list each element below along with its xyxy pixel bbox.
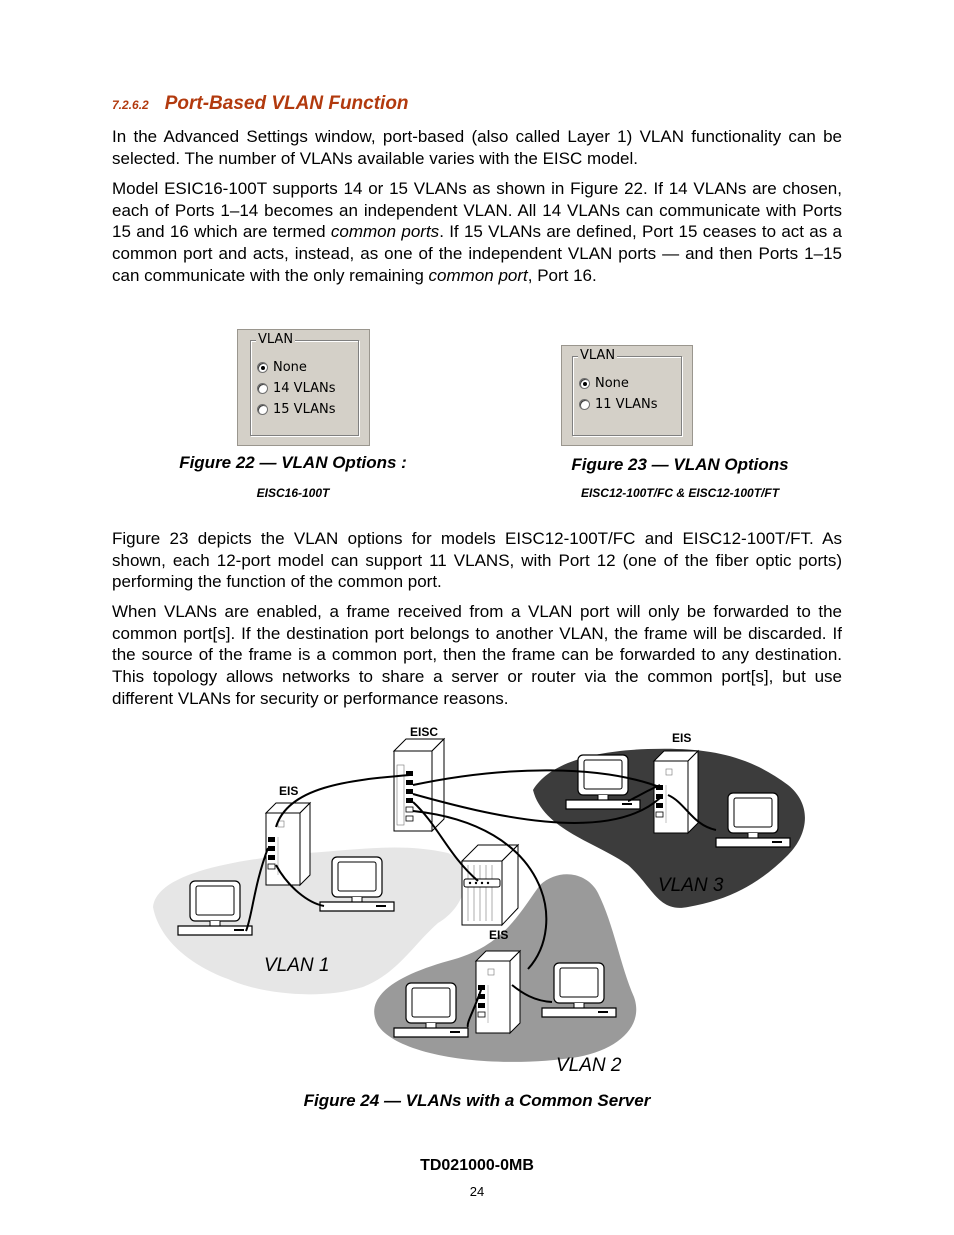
figure-23-subcaption: EISC12-100T/FC & EISC12-100T/FT — [580, 486, 780, 500]
paragraph-2 — [112, 178, 842, 287]
label-eisc: EISC — [410, 725, 439, 739]
vlan-groupbox-label: VLAN — [580, 348, 616, 363]
label-vlan3: VLAN 3 — [658, 875, 724, 896]
paragraph-3: Figure 23 depicts the VLAN options for models EISC12-100T/FC and EISC12-100T/FT. As shown, each 12-port model can support 11 VLANS, with Port 12 (one of the fiber optic ports) performing the function of the common port. — [112, 529, 842, 592]
radio-label: 15 VLANs — [273, 402, 336, 417]
eis-switch-right — [654, 751, 698, 833]
label-eis-left: EIS — [279, 784, 299, 798]
figure-22-caption: Figure 22 — VLAN Options : — [179, 453, 407, 472]
radio-selected-icon — [579, 378, 590, 389]
label-vlan1: VLAN 1 — [264, 955, 330, 976]
radio-label: None — [595, 376, 629, 391]
section-number: 7.2.6.2 — [112, 98, 149, 112]
label-eis-bottom: EIS — [489, 928, 509, 942]
figure-23-caption: Figure 23 — VLAN Options — [571, 455, 789, 474]
radio-11-vlans[interactable] — [579, 397, 658, 412]
figure-22-vlan-panel — [237, 329, 370, 446]
radio-label: 11 VLANs — [595, 397, 658, 412]
footer-doc-id: TD021000-0MB — [420, 1157, 534, 1174]
radio-selected-icon — [257, 362, 268, 373]
paragraph-1: In the Advanced Settings window, port-based (also called Layer 1) VLAN functionality can be selected. The number of VLANs available varies with the EISC model. — [112, 127, 842, 168]
vlan-groupbox — [250, 332, 359, 436]
figure-24-caption: Figure 24 — VLANs with a Common Server — [303, 1091, 651, 1110]
radio-unselected-icon — [579, 399, 590, 410]
radio-unselected-icon — [257, 383, 268, 394]
paragraph-2-text-a: Model ESIC16-100T supports 14 or 15 VLANs as shown in Figure 22. If 14 VLANs are chosen, each of Ports 1–14 becomes an independent VLAN. All 14 VLANs can communicate with Ports 15 and 16 which are termed — [112, 179, 842, 242]
vlan-groupbox — [572, 348, 682, 436]
radio-unselected-icon — [257, 404, 268, 415]
section-title: Port-Based VLAN Function — [164, 93, 409, 114]
eis-switch-left — [266, 803, 310, 885]
radio-none[interactable] — [257, 360, 307, 375]
eisc-switch — [394, 739, 444, 831]
section-heading — [112, 93, 409, 115]
eis-switch-bottom — [476, 951, 520, 1033]
footer-page-number: 24 — [469, 1184, 485, 1199]
paragraph-2-text-c: , Port 16. — [527, 265, 597, 285]
label-vlan2: VLAN 2 — [556, 1055, 622, 1073]
figure-22-subcaption: EISC16-100T — [256, 486, 330, 500]
common-server — [462, 845, 518, 925]
radio-label: None — [273, 360, 307, 375]
vlan-groupbox-label: VLAN — [258, 332, 294, 347]
paragraph-4: When VLANs are enabled, a frame received from a VLAN port will only be forwarded to the common port[s]. If the destination port belongs to another VLAN, the frame will be discarded. If the source of the frame is a common port, then the frame can be forwarded to any destination. This topology allows networks to share a server or router via the common port[s], but use different VLANs for security or performance reasons. — [112, 602, 842, 708]
term-common-port: common port — [428, 265, 528, 285]
radio-14-vlans[interactable] — [257, 381, 336, 396]
figure-24-vlan-diagram — [148, 725, 808, 1073]
label-eis-right: EIS — [672, 731, 692, 745]
radio-15-vlans[interactable] — [257, 402, 336, 417]
radio-label: 14 VLANs — [273, 381, 336, 396]
term-common-ports: common ports — [330, 222, 440, 242]
figure-23-vlan-panel — [561, 345, 693, 446]
paragraph-2-text-b: . If 15 VLANs are defined, Port 15 ceases to act as a common port and acts, instead, as one of the independent VLAN ports — and then Ports 1–15 can communicate with the only remaining — [112, 222, 843, 285]
radio-none[interactable] — [579, 376, 629, 391]
